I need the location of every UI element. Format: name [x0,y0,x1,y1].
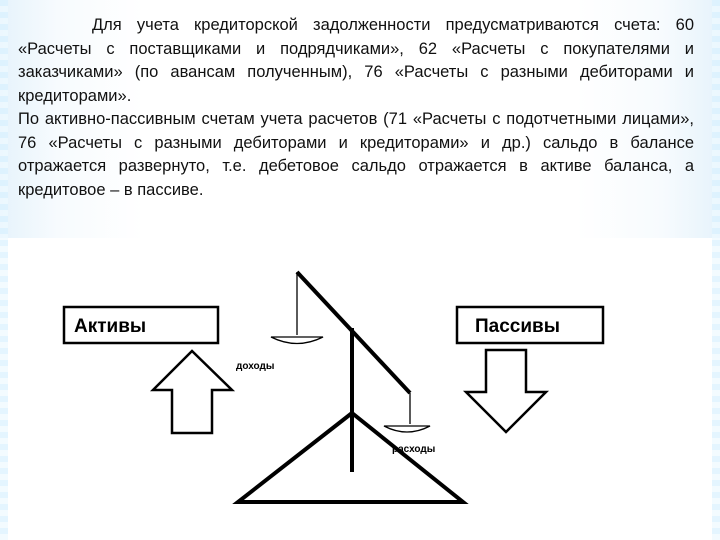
scale-icon [238,272,463,502]
down-arrow-icon [466,350,546,432]
expenses-label: расходы [392,444,436,455]
liabilities-box [457,307,603,343]
paragraph-active-passive-accounts: По активно-пассивным счетам учета расчетов (71 «Расчеты с подотчетными лицами», 76 «Расчеты с разными дебиторами и кредиторами» и др.) сальдо в балансе отражается развернуто, т.е. дебетовое сальдо отражается в активе баланса, а кредитовое – в пассиве. [18,110,694,199]
income-label: доходы [236,361,275,372]
assets-box [64,307,218,343]
up-arrow-icon [153,351,232,433]
paragraph-accounts-payable: Для учета кредиторской задолженности предусматриваются счета: 60 «Расчеты с поставщиками и подрядчиками», 62 «Расчеты с покупателями и заказчиками» (по авансам полученным), 76 «Расчеты с разными дебиторами и кредиторами». [18,16,694,105]
assets-label: Активы [74,316,147,337]
liabilities-label: Пассивы [475,316,560,337]
